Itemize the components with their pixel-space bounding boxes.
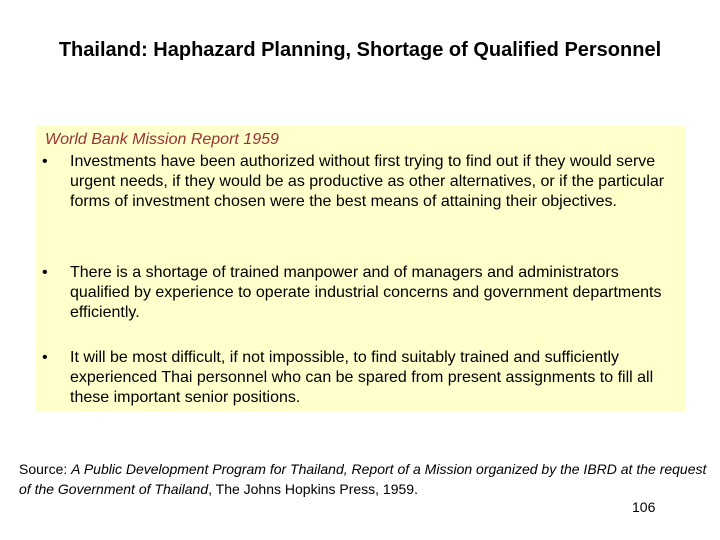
bullet-text: There is a shortage of trained manpower and of managers and administrators qualified by experience to operate industrial concerns and government departments efficiently.: [70, 264, 662, 321]
source-label: Source:: [19, 461, 72, 477]
source-title: A Public Development Program for Thailand, Report of a Mission organized by the IBRD at the request of the Government of Thailand: [19, 461, 707, 497]
page-number: 106: [632, 499, 656, 515]
bullet-dot: •: [42, 349, 48, 366]
bullet-text: It will be most difficult, if not impossible, to find suitably trained and sufficiently experienced Thai personnel who can be spared from present assignments to fill all these important senior positions.: [70, 349, 654, 406]
slide-title: Thailand: Haphazard Planning, Shortage of Qualified Personnel: [58, 39, 662, 61]
bullet-dot: •: [42, 264, 48, 281]
quote-box: [36, 126, 685, 412]
report-heading: World Bank Mission Report 1959: [45, 131, 279, 148]
source-citation: [19, 459, 711, 499]
bullet-text: Investments have been authorized without first trying to find out if they would serve urgent needs, if they would be as productive as other alternatives, or if the particular forms of investment chosen were the best means of attaining their objectives.: [70, 153, 665, 210]
source-publisher: , The Johns Hopkins Press, 1959.: [208, 481, 418, 497]
bullet-dot: •: [42, 153, 48, 170]
